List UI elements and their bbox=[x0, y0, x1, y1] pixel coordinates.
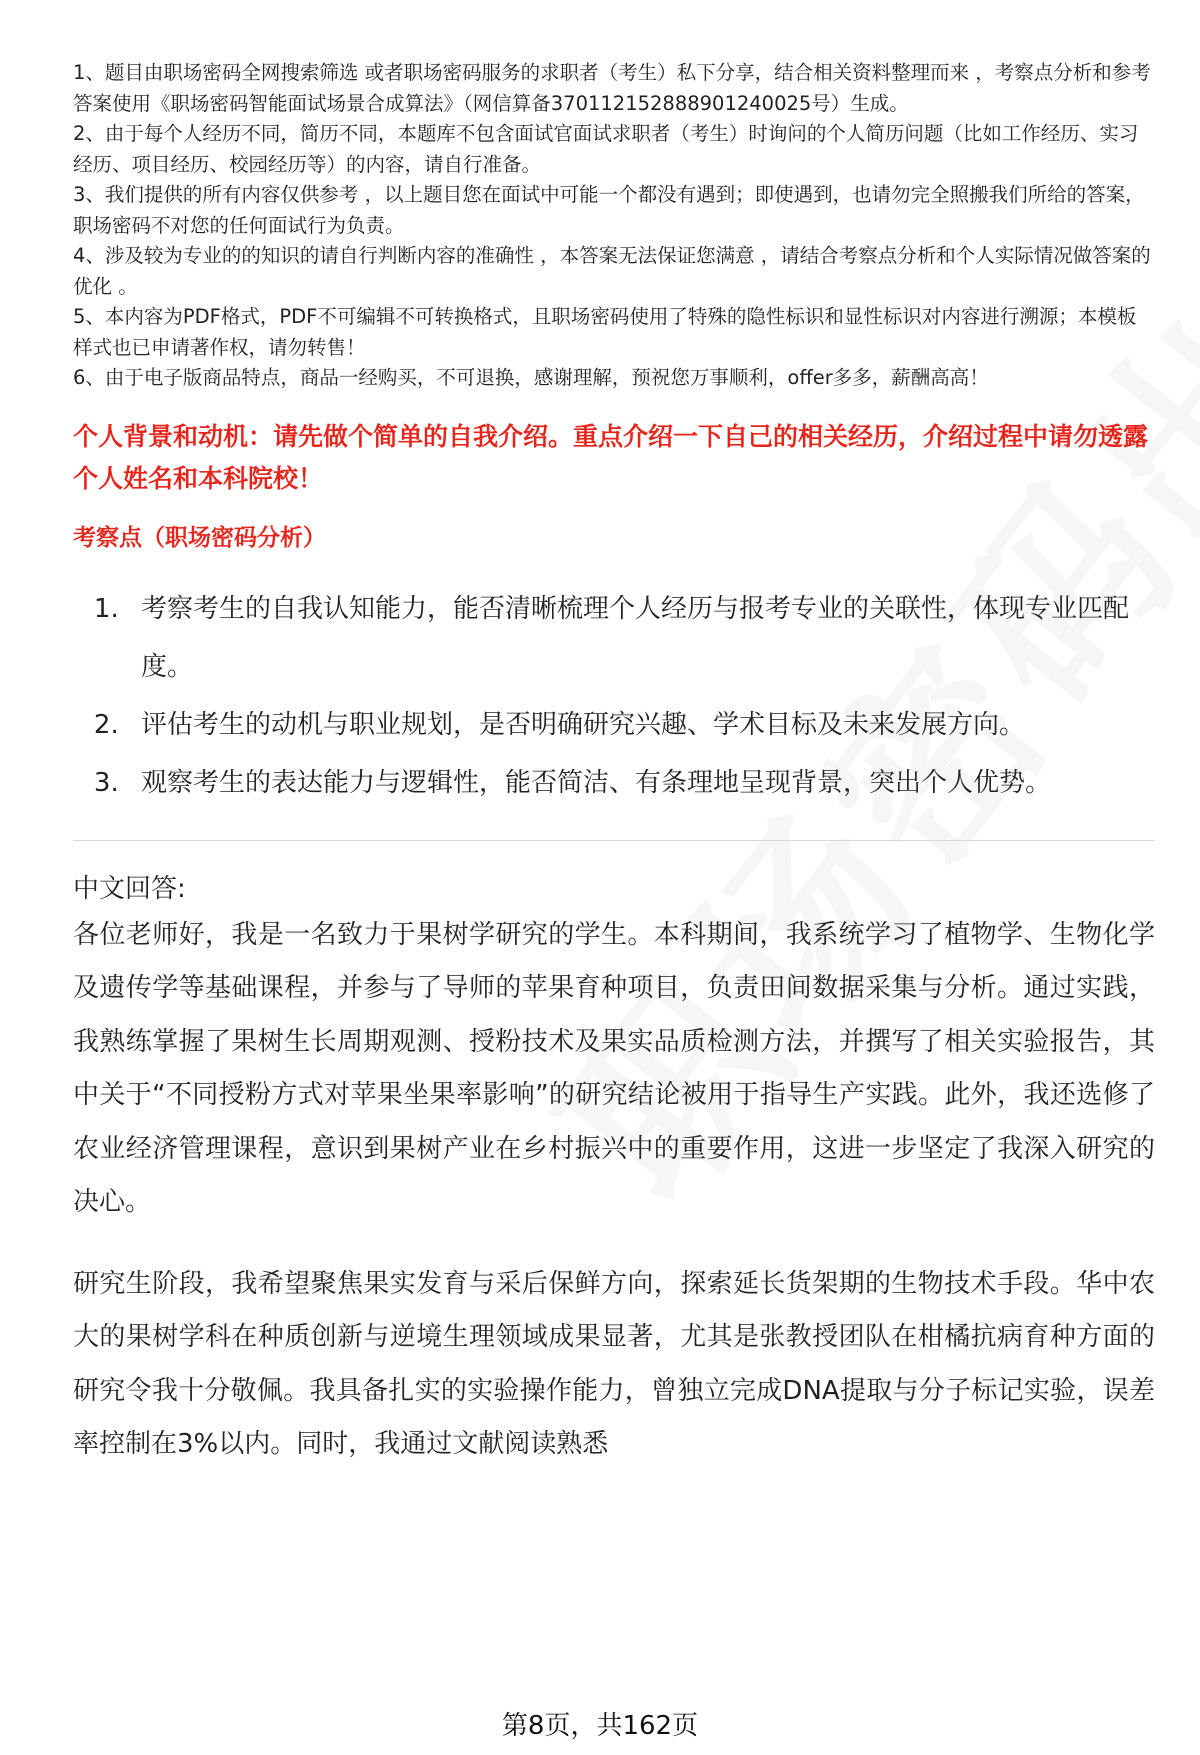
disclaimer-item: 6、由于电子版商品特点，商品一经购买，不可退换，感谢理解，预祝您万事顺利，offer多多，薪酬高高！ bbox=[73, 366, 989, 389]
analysis-point: 3. 观察考生的表达能力与逻辑性，能否简洁、有条理地呈现背景，突出个人优势。 bbox=[127, 754, 1155, 812]
section-divider bbox=[73, 840, 1155, 841]
analysis-points-list bbox=[73, 580, 1155, 812]
disclaimer-item: 5、本内容为PDF格式，PDF不可编辑不可转换格式，且职场密码使用了特殊的隐性标识和显性标识对内容进行溯源；本模板样式也已申请著作权，请勿转售！ bbox=[73, 305, 1137, 359]
analysis-title: 考察点（职场密码分析） bbox=[73, 524, 326, 551]
disclaimer-item: 1、题目由职场密码全网搜索筛选 或者职场密码服务的求职者（考生）私下分享，结合相关资料整理而来 ，考察点分析和参考答案使用《职场密码智能面试场景合成算法》（网信算备370112152888901240025号）生成。 bbox=[73, 61, 1151, 115]
answer-paragraph: 各位老师好，我是一名致力于果树学研究的学生。本科期间，我系统学习了植物学、生物化学及遗传学等基础课程，并参与了导师的苹果育种项目，负责田间数据采集与分析。通过实践，我熟练掌握了果树生长周期观测、授粉技术及果实品质检测方法，并撰写了相关实验报告，其中关于“不同授粉方式对苹果坐果率影响”的研究结论被用于指导生产实践。此外，我还选修了农业经济管理课程，意识到果树产业在乡村振兴中的重要作用，这进一步坚定了我深入研究的决心。 bbox=[73, 919, 1155, 1217]
page-number: 第8页，共162页 bbox=[501, 1711, 699, 1741]
interview-question: 个人背景和动机：请先做个简单的自我介绍。重点介绍一下自己的相关经历，介绍过程中请勿透露个人姓名和本科院校！ bbox=[73, 421, 1149, 493]
answer-body bbox=[73, 909, 1155, 1472]
answer-label: 中文回答: bbox=[73, 873, 186, 904]
disclaimer-item: 2、由于每个人经历不同，简历不同，本题库不包含面试官面试求职者（考生）时询问的个人简历问题（比如工作经历、实习经历、项目经历、校园经历等）的内容，请自行准备。 bbox=[73, 122, 1139, 176]
document-page bbox=[73, 58, 1155, 1472]
disclaimer-item: 3、我们提供的所有内容仅供参考 ，以上题目您在面试中可能一个都没有遇到；即使遇到，也请勿完全照搬我们所给的答案，职场密码不对您的任何面试行为负责。 bbox=[73, 183, 1145, 237]
analysis-point: 2. 评估考生的动机与职业规划，是否明确研究兴趣、学术目标及未来发展方向。 bbox=[127, 696, 1155, 754]
disclaimer-block bbox=[73, 58, 1155, 394]
analysis-point: 1. 考察考生的自我认知能力，能否清晰梳理个人经历与报考专业的关联性，体现专业匹配度。 bbox=[127, 580, 1155, 696]
answer-paragraph: 研究生阶段，我希望聚焦果实发育与采后保鲜方向，探索延长货架期的生物技术手段。华中农大的果树学科在种质创新与逆境生理领域成果显著，尤其是张教授团队在柑橘抗病育种方面的研究令我十分敬佩。我具备扎实的实验操作能力，曾独立完成DNA提取与分子标记实验，误差率控制在3%以内。同时，我通过文献阅读熟悉 bbox=[73, 1268, 1155, 1459]
disclaimer-item: 4、涉及较为专业的的知识的请自行判断内容的准确性 ，本答案无法保证您满意 ，请结合考察点分析和个人实际情况做答案的优化 。 bbox=[73, 244, 1151, 298]
